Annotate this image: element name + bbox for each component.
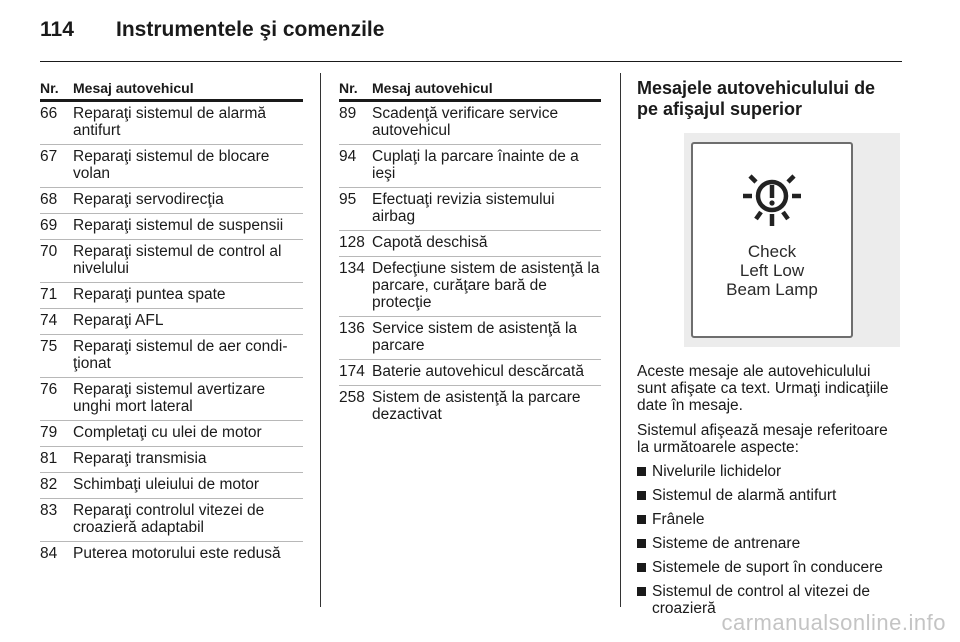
bullet-square-icon: [637, 491, 646, 500]
bullet-square-icon: [637, 467, 646, 476]
message-number: 84: [40, 545, 58, 562]
list-item-text: Sistemul de control al vitezei de croazieră: [652, 583, 870, 617]
list-item: [637, 559, 900, 576]
message-number: 128: [339, 234, 365, 251]
message-text: Reparaţi controlul vitezei de croazieră adaptabil: [73, 502, 265, 536]
bullet-square-icon: [637, 563, 646, 572]
table-row: [40, 378, 303, 421]
message-text: Reparaţi transmisia: [73, 450, 207, 467]
message-text: Reparaţi AFL: [73, 312, 164, 329]
message-text: Capotă deschisă: [372, 234, 488, 251]
message-number: 74: [40, 312, 58, 329]
message-text: Reparaţi sistemul de control al nivelului: [73, 243, 282, 277]
message-number: 136: [339, 320, 365, 337]
watermark: carmanualsonline.info: [721, 610, 946, 635]
col-msg-header: Mesaj autovehicul: [372, 80, 493, 96]
table-row: [40, 283, 303, 309]
table-row: [40, 447, 303, 473]
message-number: 95: [339, 191, 357, 208]
paragraph: Sistemul afişează mesaje referitoare la următoarele aspecte:: [637, 422, 888, 456]
message-text: Reparaţi sistemul de suspensii: [73, 217, 284, 234]
message-text: Schimbaţi uleiului de motor: [73, 476, 260, 493]
col-msg-header: Mesaj autovehicul: [73, 80, 194, 96]
bullet-list: [637, 463, 900, 617]
display-illustration: [684, 133, 900, 347]
table-row: [40, 499, 303, 542]
list-item: [637, 535, 900, 552]
message-number: 81: [40, 450, 58, 467]
table-row: [339, 386, 601, 428]
message-text: Efectuaţi revizia sistemului airbag: [372, 191, 555, 225]
list-item: [637, 511, 900, 528]
exterior-lamp-warning-icon: [737, 164, 807, 234]
display-panel: [691, 142, 853, 338]
page-title: Instrumentele şi comenzile: [116, 18, 385, 41]
list-item-text: Sistemul de alarmă antifurt: [652, 487, 837, 504]
message-text: Reparaţi servodirecţia: [73, 191, 224, 208]
table-row: [40, 145, 303, 188]
page-header: [40, 18, 384, 42]
col-nr-header: Nr.: [339, 80, 358, 96]
table-row: [40, 335, 303, 378]
message-text: Reparaţi sistemul avertizare unghi mort lateral: [73, 381, 266, 415]
message-text: Reparaţi sistemul de alarmă antifurt: [73, 105, 266, 139]
message-number: 66: [40, 105, 58, 122]
message-text: Scadenţă verificare service autovehicul: [372, 105, 559, 139]
message-number: 94: [339, 148, 357, 165]
column-divider: [320, 73, 321, 607]
table-row: [40, 421, 303, 447]
message-text: Service sistem de asistenţă la parcare: [372, 320, 578, 354]
table-header: [40, 80, 303, 102]
message-number: 258: [339, 389, 365, 406]
message-text: Sistem de asistenţă la parcare dezactivat: [372, 389, 581, 423]
messages-table-right: [339, 80, 601, 428]
bullet-square-icon: [637, 539, 646, 548]
page-number: 114: [40, 18, 74, 41]
message-text: Defecţiune sistem de asistenţă la parcare, curăţare bară de protecţie: [372, 260, 600, 311]
table-row: [339, 257, 601, 317]
message-number: 89: [339, 105, 357, 122]
message-number: 70: [40, 243, 58, 260]
table-row: [40, 240, 303, 283]
list-item-text: Frânele: [652, 511, 705, 528]
bullet-square-icon: [637, 515, 646, 524]
column-divider: [620, 73, 621, 607]
table-header: [339, 80, 601, 102]
table-row: [40, 188, 303, 214]
col-nr-header: Nr.: [40, 80, 59, 96]
message-number: 76: [40, 381, 58, 398]
message-number: 75: [40, 338, 58, 355]
list-item: [637, 463, 900, 480]
section-title: Mesajele autovehiculului de pe afişajul superior: [637, 78, 876, 119]
message-text: Completaţi cu ulei de motor: [73, 424, 262, 441]
message-text: Cuplaţi la parcare înainte de a ieşi: [372, 148, 579, 182]
display-line: Beam Lamp: [726, 280, 818, 299]
paragraph: Aceste mesaje ale autovehiculului sunt afişate ca text. Urmaţi indicaţiile date în mesaje.: [637, 363, 889, 414]
message-number: 134: [339, 260, 365, 277]
message-text: Baterie autovehicul descărcată: [372, 363, 584, 380]
table-row: [339, 360, 601, 386]
message-number: 71: [40, 286, 58, 303]
message-number: 69: [40, 217, 58, 234]
message-number: 68: [40, 191, 58, 208]
message-number: 174: [339, 363, 365, 380]
table-row: [40, 473, 303, 499]
message-number: 79: [40, 424, 58, 441]
table-row: [40, 214, 303, 240]
table-row: [339, 317, 601, 360]
display-message-text: [693, 242, 851, 299]
message-number: 83: [40, 502, 58, 519]
table-row: [339, 102, 601, 145]
list-item: [637, 487, 900, 504]
table-row: [339, 231, 601, 257]
display-line: Check: [747, 242, 797, 261]
messages-table-left: [40, 80, 303, 567]
message-text: Reparaţi sistemul de aer condiţionat: [73, 338, 288, 372]
table-row: [40, 309, 303, 335]
display-line: Left Low: [739, 261, 805, 280]
table-row: [40, 102, 303, 145]
list-item-text: Sisteme de antrenare: [652, 535, 801, 552]
table-row: [40, 542, 303, 567]
table-row: [339, 145, 601, 188]
message-number: 67: [40, 148, 58, 165]
message-text: Puterea motorului este redusă: [73, 545, 281, 562]
table-row: [339, 188, 601, 231]
message-text: Reparaţi puntea spate: [73, 286, 226, 303]
display-messages-section: [637, 78, 900, 624]
message-number: 82: [40, 476, 58, 493]
bullet-square-icon: [637, 587, 646, 596]
list-item-text: Nivelurile lichidelor: [652, 463, 782, 480]
message-text: Reparaţi sistemul de blocare volan: [73, 148, 270, 182]
header-rule: [40, 61, 902, 62]
list-item-text: Sistemele de suport în conducere: [652, 559, 883, 576]
